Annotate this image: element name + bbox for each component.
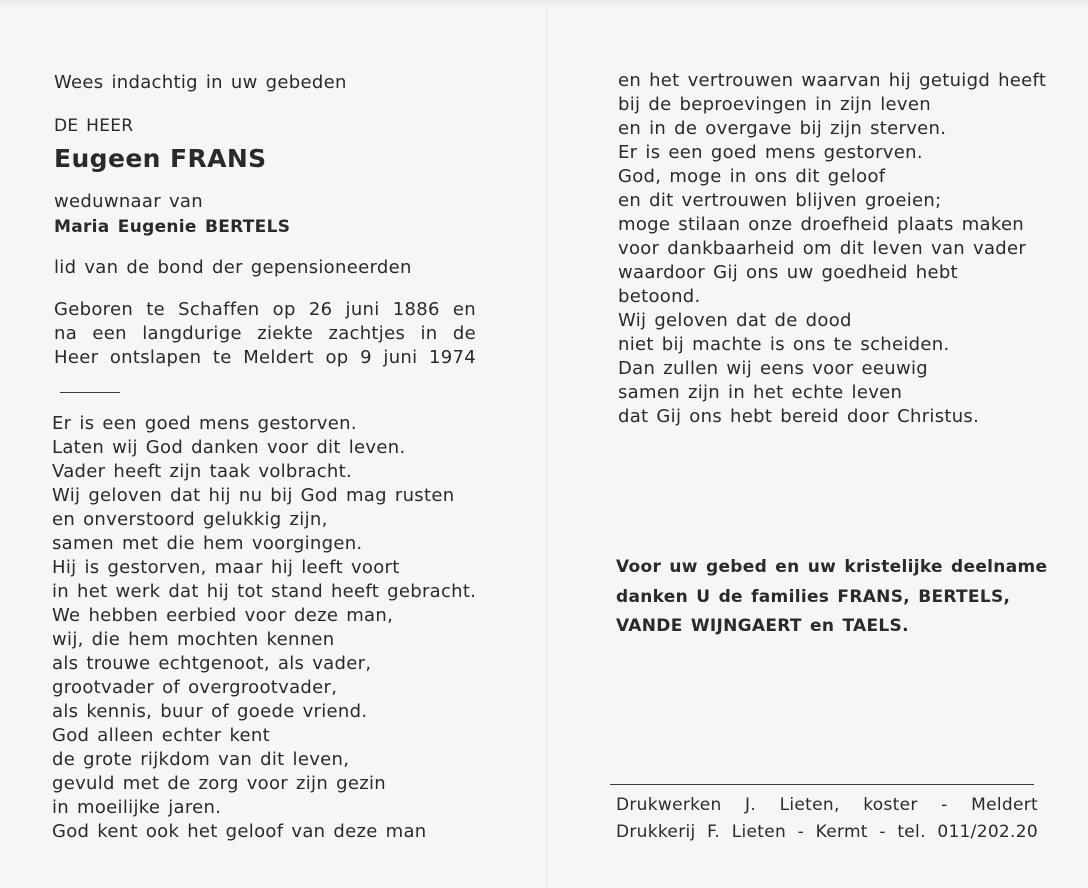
poem-line: waardoor Gij ons uw goedheid hebt xyxy=(618,262,958,283)
poem-line: Dan zullen wij eens voor eeuwig xyxy=(618,358,928,379)
birth-line-2: na een langdurige ziekte zachtjes in de xyxy=(54,323,476,344)
poem-line: samen met die hem voorgingen. xyxy=(52,533,363,554)
poem-line: Laten wij God danken voor dit leven. xyxy=(52,437,406,458)
poem-line: God alleen echter kent xyxy=(52,725,270,746)
intro-text: Wees indachtig in uw gebeden xyxy=(54,72,347,93)
poem-line: God, moge in ons dit geloof xyxy=(618,166,886,187)
title-text: DE HEER xyxy=(54,116,134,136)
printer-line: Drukkerij F. Lieten - Kermt - tel. 011/202.20 xyxy=(616,822,1038,842)
poem-line: betoond. xyxy=(618,286,701,307)
poem-line: gevuld met de zorg voor zijn gezin xyxy=(52,773,386,794)
poem-line: Hij is gestorven, maar hij leeft voort xyxy=(52,557,400,578)
section-divider xyxy=(60,392,120,393)
spouse-name: Maria Eugenie BERTELS xyxy=(54,217,291,237)
widower-label: weduwnaar van xyxy=(54,191,203,212)
poem-line: bij de beproevingen in zijn leven xyxy=(618,94,931,115)
poem-line: in moeilijke jaren. xyxy=(52,797,222,818)
poem-line: de grote rijkdom van dit leven, xyxy=(52,749,350,770)
deceased-name: Eugeen FRANS xyxy=(54,144,267,173)
card-top-edge xyxy=(0,0,1088,8)
poem-line: God kent ook het geloof van deze man xyxy=(52,821,427,842)
poem-line: samen zijn in het echte leven xyxy=(618,382,903,403)
poem-line: Er is een goed mens gestorven. xyxy=(52,413,357,434)
printer-divider xyxy=(610,784,1034,785)
membership-text: lid van de bond der gepensioneerden xyxy=(54,257,412,278)
poem-line: grootvader of overgrootvader, xyxy=(52,677,338,698)
poem-line: en dit vertrouwen blijven groeien; xyxy=(618,190,942,211)
poem-line: voor dankbaarheid om dit leven van vader xyxy=(618,238,1027,259)
card-fold xyxy=(546,0,548,888)
poem-line: als kennis, buur of goede vriend. xyxy=(52,701,368,722)
poem-line: als trouwe echtgenoot, als vader, xyxy=(52,653,372,674)
poem-line: en in de overgave bij zijn sterven. xyxy=(618,118,947,139)
poem-line: Vader heeft zijn taak volbracht. xyxy=(52,461,352,482)
poem-line: dat Gij ons hebt bereid door Christus. xyxy=(618,406,980,427)
poem-line: niet bij machte is ons te scheiden. xyxy=(618,334,950,355)
printer-line: Drukwerken J. Lieten, koster - Meldert xyxy=(616,795,1038,815)
birth-line-1: Geboren te Schaffen op 26 juni 1886 en xyxy=(54,299,476,320)
poem-line: We hebben eerbied voor deze man, xyxy=(52,605,394,626)
poem-line: Er is een goed mens gestorven. xyxy=(618,142,923,163)
thanks-line: Voor uw gebed en uw kristelijke deelname xyxy=(616,557,1048,577)
poem-line: en onverstoord gelukkig zijn, xyxy=(52,509,328,530)
poem-line: moge stilaan onze droefheid plaats maken xyxy=(618,214,1025,235)
poem-line: Wij geloven dat de dood xyxy=(618,310,852,331)
poem-line: wij, die hem mochten kennen xyxy=(52,629,335,650)
thanks-line: danken U de families FRANS, BERTELS, xyxy=(616,587,1011,607)
birth-line-3: Heer ontslapen te Meldert op 9 juni 1974 xyxy=(54,347,476,368)
poem-line: Wij geloven dat hij nu bij God mag rusten xyxy=(52,485,455,506)
poem-line: in het werk dat hij tot stand heeft gebracht. xyxy=(52,581,477,602)
thanks-line: VANDE WIJNGAERT en TAELS. xyxy=(616,616,909,636)
poem-line: en het vertrouwen waarvan hij getuigd heeft xyxy=(618,70,1047,91)
